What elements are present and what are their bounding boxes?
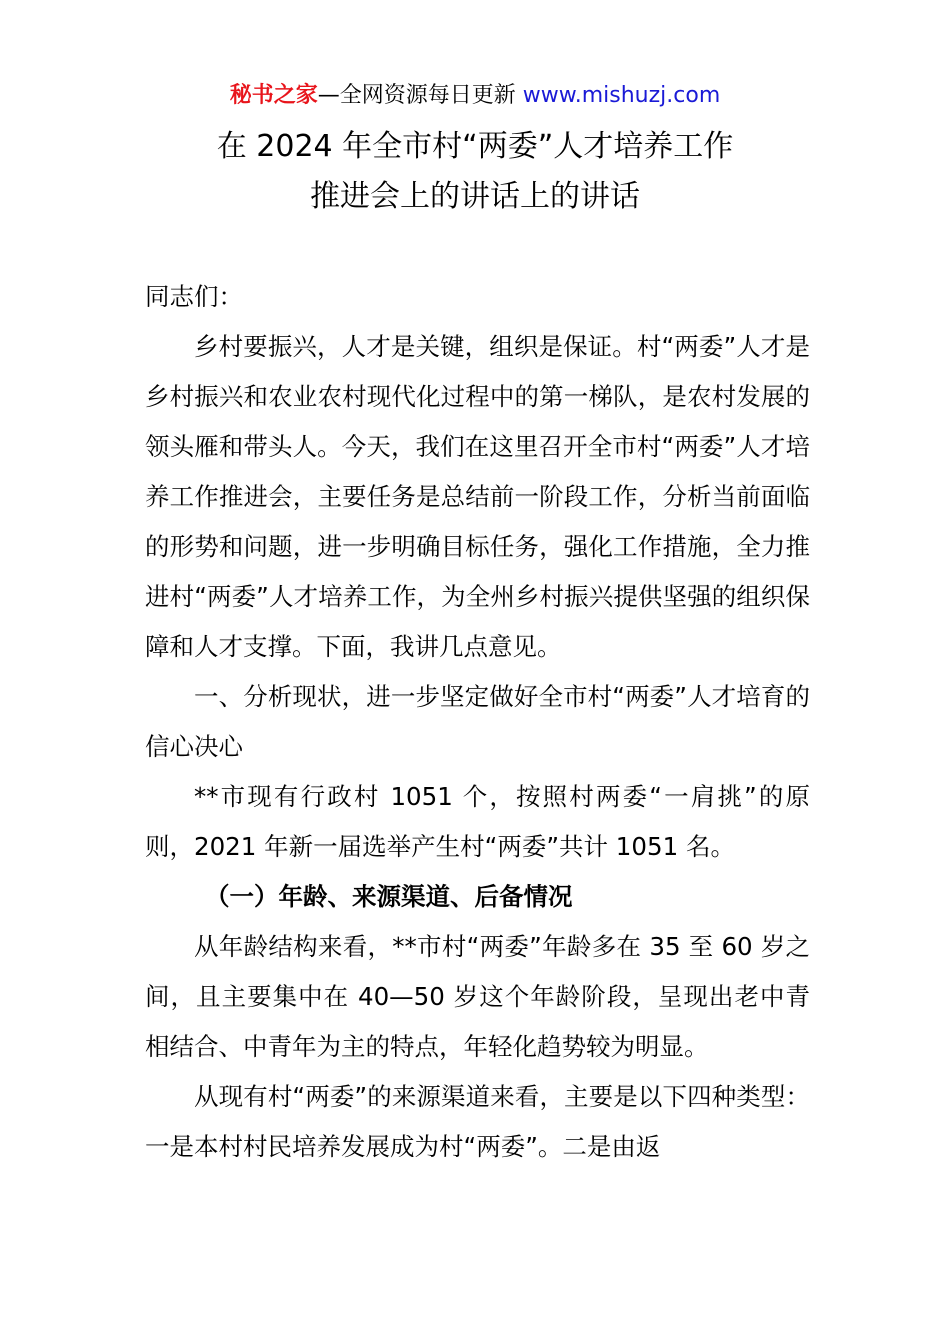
site-header <box>0 80 950 112</box>
paragraph-intro: 乡村要振兴，人才是关键，组织是保证。村“两委”人才是乡村振兴和农业农村现代化过程中的第一梯队，是农村发展的领头雁和带头人。今天，我们在这里召开全市村“两委”人才培养工作推进会，主要任务是总结前一阶段工作，分析当前面临的形势和问题，进一步明确目标任务，强化工作措施，全力推进村“两委”人才培养工作，为全州乡村振兴提供坚强的组织保障和人才支撑。下面，我讲几点意见。 <box>145 332 810 661</box>
subsection-heading-1: （一）年龄、来源渠道、后备情况 <box>205 882 573 911</box>
document-title-line-2: 推进会上的讲话上的讲话 <box>310 179 640 214</box>
paragraph-village-count: **市现有行政村 1051 个，按照村两委“一肩挑”的原则，2021 年新一届选举产生村“两委”共计 1051 名。 <box>145 782 810 861</box>
site-brand: 秘书之家 <box>229 83 318 108</box>
section-heading-1: 一、分析现状，进一步坚定做好全市村“两委”人才培育的信心决心 <box>145 682 810 761</box>
paragraph-age-structure: 从年龄结构来看，**市村“两委”年龄多在 35 至 60 岁之间，且主要集中在 40—50 岁这个年龄阶段，呈现出老中青相结合、中青年为主的特点，年轻化趋势较为明显。 <box>145 932 810 1061</box>
paragraph-source-channels: 从现有村“两委”的来源渠道来看，主要是以下四种类型：一是本村村民培养发展成为村“两委”。二是由返 <box>145 1082 810 1161</box>
site-tagline: —全网资源每日更新 <box>317 83 516 108</box>
salutation: 同志们： <box>145 282 243 311</box>
document-body <box>145 272 810 1172</box>
document-title-line-1: 在 2024 年全市村“两委”人才培养工作 <box>216 129 734 164</box>
site-url-link[interactable]: www.mishuzj.com <box>522 83 721 108</box>
